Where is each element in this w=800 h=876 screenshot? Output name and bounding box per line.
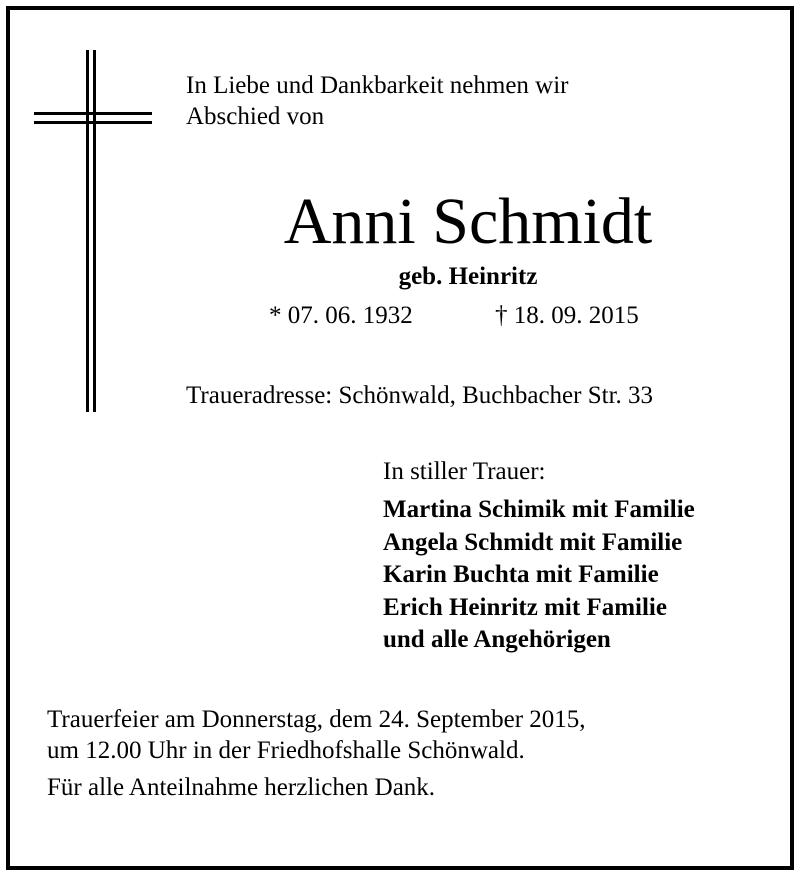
ceremony-line-2: um 12.00 Uhr in der Friedhofshalle Schönwald.	[47, 737, 525, 764]
ceremony-line-1: Trauerfeier am Donnerstag, dem 24. September 2015,	[47, 706, 586, 733]
mourning-address: Traueradresse: Schönwald, Buchbacher Str. 33	[186, 382, 654, 409]
deceased-name: Anni Schmidt	[283, 185, 653, 258]
mourner-item: Karin Buchta mit Familie	[383, 561, 659, 588]
death-date: † 18. 09. 2015	[495, 302, 639, 329]
birth-date: * 07. 06. 1932	[269, 302, 413, 329]
intro-line-2: Abschied von	[186, 103, 325, 130]
mourner-item: Martina Schimik mit Familie	[383, 496, 695, 523]
mourners-list	[383, 494, 695, 657]
mourning-label: In stiller Trauer:	[383, 458, 546, 485]
mourner-item: Angela Schmidt mit Familie	[383, 528, 683, 556]
thanks-text: Für alle Anteilnahme herzlichen Dank.	[47, 774, 436, 801]
ceremony-info	[47, 704, 586, 766]
intro-line-1: In Liebe und Dankbarkeit nehmen wir	[186, 72, 569, 99]
mourner-item: und alle Angehörigen	[383, 626, 611, 653]
mourner-item: Erich Heinritz mit Familie	[383, 593, 667, 621]
intro-text	[186, 70, 569, 132]
maiden-name: geb. Heinritz	[398, 263, 538, 290]
